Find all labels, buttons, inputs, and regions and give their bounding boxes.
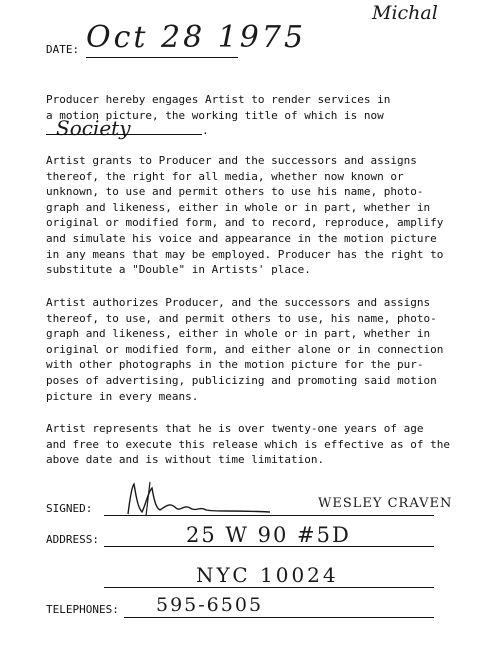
working-title-value: Society: [56, 116, 131, 140]
p2-line: picture in every means.: [46, 389, 199, 403]
p1-line: Artist grants to Producer and the successors and assigns: [46, 154, 417, 167]
telephone-rule: [124, 617, 434, 618]
date-value: Oct 28 1975: [86, 20, 307, 55]
p1-line: graph and likeness, either in whole or in part, whether in: [46, 200, 431, 214]
address-label: ADDRESS:: [46, 533, 99, 546]
printed-name-value: WESLEY CRAVEN: [318, 496, 453, 511]
p3-line: and free to execute this release which is effective as of the: [46, 437, 450, 451]
working-title-underline: [46, 134, 202, 135]
address-line-1-value: 25 W 90 #5D: [186, 523, 351, 547]
signed-label: SIGNED:: [46, 502, 93, 515]
date-underline: [86, 57, 238, 58]
date-label: DATE:: [46, 43, 80, 56]
p1-line: original or modified form, and to record, reproduce, amplify: [46, 216, 444, 230]
p2-line: Artist authorizes Producer, and the successors and assigns: [46, 296, 431, 309]
address-line-2-value: NYC 10024: [196, 563, 339, 587]
representation-paragraph: [46, 421, 466, 468]
p1-line: and simulate his voice and appearance in the motion picture: [46, 231, 437, 245]
p1-line: thereof, the right for all media, whether now known or: [46, 169, 404, 183]
authorization-paragraph: [46, 295, 466, 404]
signature-scribble: [120, 478, 280, 518]
intro-line-1: Producer hereby engages Artist to render services in: [46, 93, 391, 106]
p1-line: unknown, to use and permit others to use his name, photo-: [46, 185, 424, 199]
p2-line: original or modified form, and either alone or in connection: [46, 342, 444, 356]
p3-line: above date and is without time limitation.: [46, 453, 325, 467]
p1-line: substitute a "Double" in Artists' place.: [46, 263, 311, 277]
p2-line: graph and likeness, either in whole or in part, whether in: [46, 327, 431, 341]
rights-grant-paragraph: [46, 153, 466, 278]
intro-line-2: a motion picture, the working title of which is now: [46, 108, 384, 122]
p2-line: thereof, to use, and permit others to use, his name, photo-: [46, 311, 437, 325]
address-line-2-rule: [104, 587, 434, 588]
p1-line: in any means that may be employed. Producer has the right to: [46, 247, 444, 261]
telephone-value: 595-6505: [156, 594, 264, 616]
working-title-period: .: [202, 124, 209, 137]
margin-annotation: Michal: [372, 2, 438, 24]
p2-line: with other photographs in the motion picture for the pur-: [46, 358, 424, 372]
p3-line: Artist represents that he is over twenty-one years of age: [46, 422, 424, 435]
telephones-label: TELEPHONES:: [46, 603, 119, 616]
p2-line: poses of advertising, publicizing and promoting said motion: [46, 373, 437, 387]
